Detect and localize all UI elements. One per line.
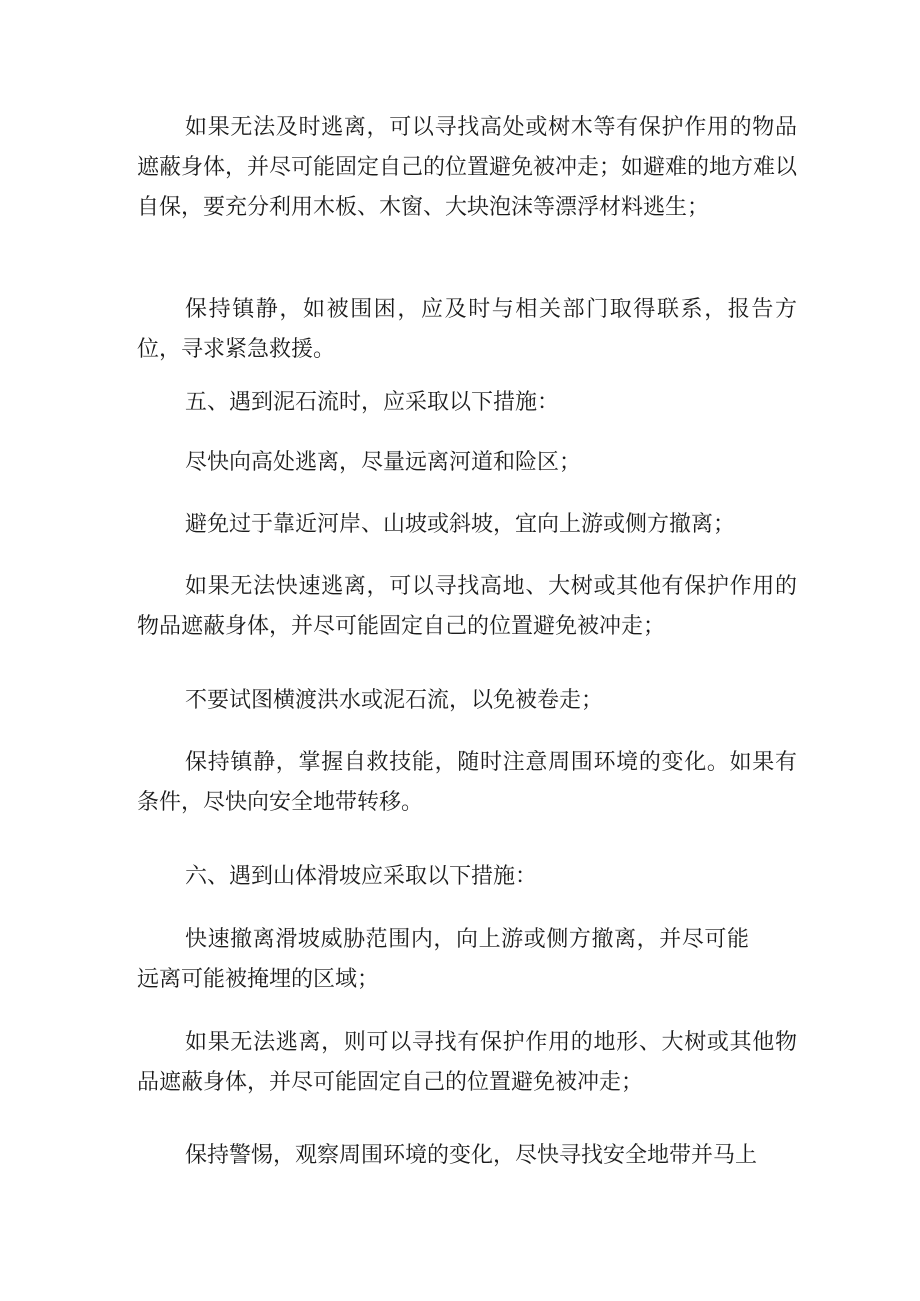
paragraph-stay-calm-contact: 保持镇静，如被围困，应及时与相关部门取得联系，报告方位，寻求紧急救援。 (137, 297, 797, 362)
paragraph-find-cover: 如果无法逃离，则可以寻找有保护作用的地形、大树或其他物品遮蔽身体，并尽可能固定自己的位置避免被冲走； (137, 1030, 797, 1095)
paragraph-avoid-riverbank: 避免过于靠近河岸、山坡或斜坡，宜向上游或侧方撤离； (185, 512, 736, 537)
paragraph-flee-upward: 尽快向高处逃离，尽量远离河道和险区； (185, 450, 582, 475)
paragraph-evacuate-landslide: 快速撤离滑坡威胁范围内，向上游或侧方撤离，并尽可能远离可能被掩埋的区域； (137, 927, 749, 992)
paragraph-self-rescue: 保持镇静，掌握自救技能，随时注意周围环境的变化。如果有条件，尽快向安全地带转移。 (137, 750, 797, 815)
paragraph-no-crossing: 不要试图横渡洪水或泥石流，以免被卷走； (185, 688, 604, 713)
paragraph-escape-high-ground: 如果无法及时逃离，可以寻找高处或树木等有保护作用的物品遮蔽身体，并尽可能固定自己的位置避免被冲走；如避难的地方难以自保，要充分利用木板、木窗、大块泡沫等漂浮材料逃生； (137, 115, 798, 220)
paragraph-seek-shelter: 如果无法快速逃离，可以寻找高地、大树或其他有保护作用的物品遮蔽身体，并尽可能固定自己的位置避免被冲走； (137, 574, 797, 639)
section-heading-debris-flow: 五、遇到泥石流时，应采取以下措施： (185, 390, 560, 415)
section-heading-landslide: 六、遇到山体滑坡应采取以下措施： (185, 864, 538, 889)
paragraph-stay-alert: 保持警惕，观察周围环境的变化，尽快寻找安全地带并马上 (185, 1143, 758, 1168)
